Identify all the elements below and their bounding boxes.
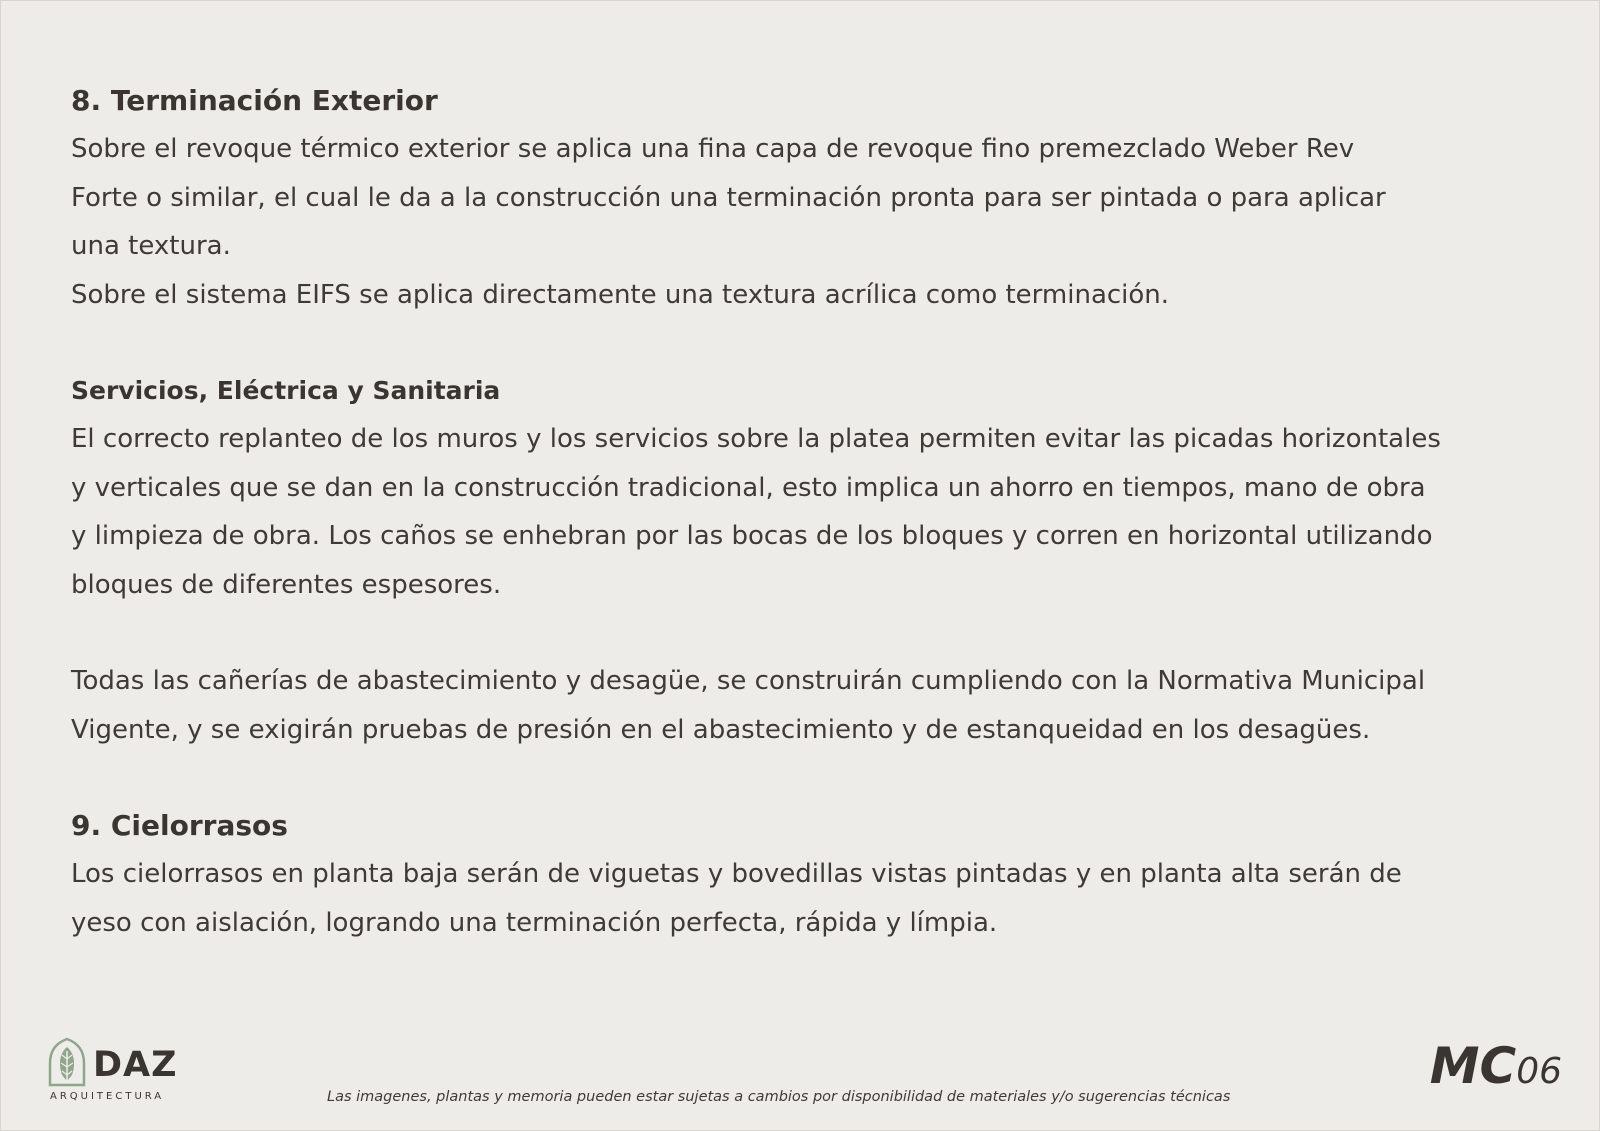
services-line: y limpieza de obra. Los caños se enhebran por las bocas de los bloques y corren en horizontal utilizando <box>71 521 1433 551</box>
section-9-line: yeso con aislación, logrando una terminación perfecta, rápida y límpia. <box>71 907 998 938</box>
page-code <box>1430 1037 1562 1095</box>
pipes-line: Vigente, y se exigirán pruebas de presión en el abastecimiento y de estanqueidad en los desagües. <box>71 714 1371 745</box>
logo-subtitle: ARQUITECTURA <box>50 1091 165 1102</box>
services-line: bloques de diferentes espesores. <box>71 569 502 600</box>
spacer <box>71 754 1586 802</box>
services-title: Servicios, Eléctrica y Sanitaria <box>71 376 501 405</box>
company-logo <box>48 1037 188 1107</box>
pipes-line: Todas las cañerías de abastecimiento y desagüe, se construirán cumpliendo con la Normativa Municipal <box>71 666 1426 696</box>
spacer <box>71 609 1586 657</box>
spacer <box>71 319 1586 367</box>
section-8-line: Sobre el revoque térmico exterior se aplica una fina capa de revoque fino premezclado Weber Rev <box>71 134 1355 164</box>
section-8-line: Forte o similar, el cual le da a la construcción una terminación pronta para ser pintada o para aplicar <box>71 182 1386 213</box>
section-8-line: una textura. <box>71 231 231 261</box>
section-9-title: 9. Cielorrasos <box>71 809 288 842</box>
section-8-line: Sobre el sistema EIFS se aplica directamente una textura acrílica como terminación. <box>71 279 1170 310</box>
section-9-line: Los cielorrasos en planta baja serán de viguetas y bovedillas vistas pintadas y en planta alta serán de <box>71 859 1402 889</box>
footer-disclaimer: Las imagenes, plantas y memoria pueden estar sujetas a cambios por disponibilidad de materiales y/o sugerencias técnicas <box>327 1089 1231 1105</box>
leaf-arch-icon <box>48 1037 86 1087</box>
services-line: El correcto replanteo de los muros y los servicios sobre la platea permiten evitar las picadas horizontales <box>71 424 1441 454</box>
section-8-title: 8. Terminación Exterior <box>71 84 438 117</box>
page-code-letters: MC <box>1429 1037 1517 1095</box>
page-code-number: 06 <box>1516 1051 1562 1092</box>
services-line: y verticales que se dan en la construcción tradicional, esto implica un ahorro en tiempos, mano de obra <box>71 472 1426 503</box>
page-footer <box>1 1031 1599 1131</box>
document-body <box>71 77 1586 947</box>
logo-name: DAZ <box>93 1045 178 1085</box>
